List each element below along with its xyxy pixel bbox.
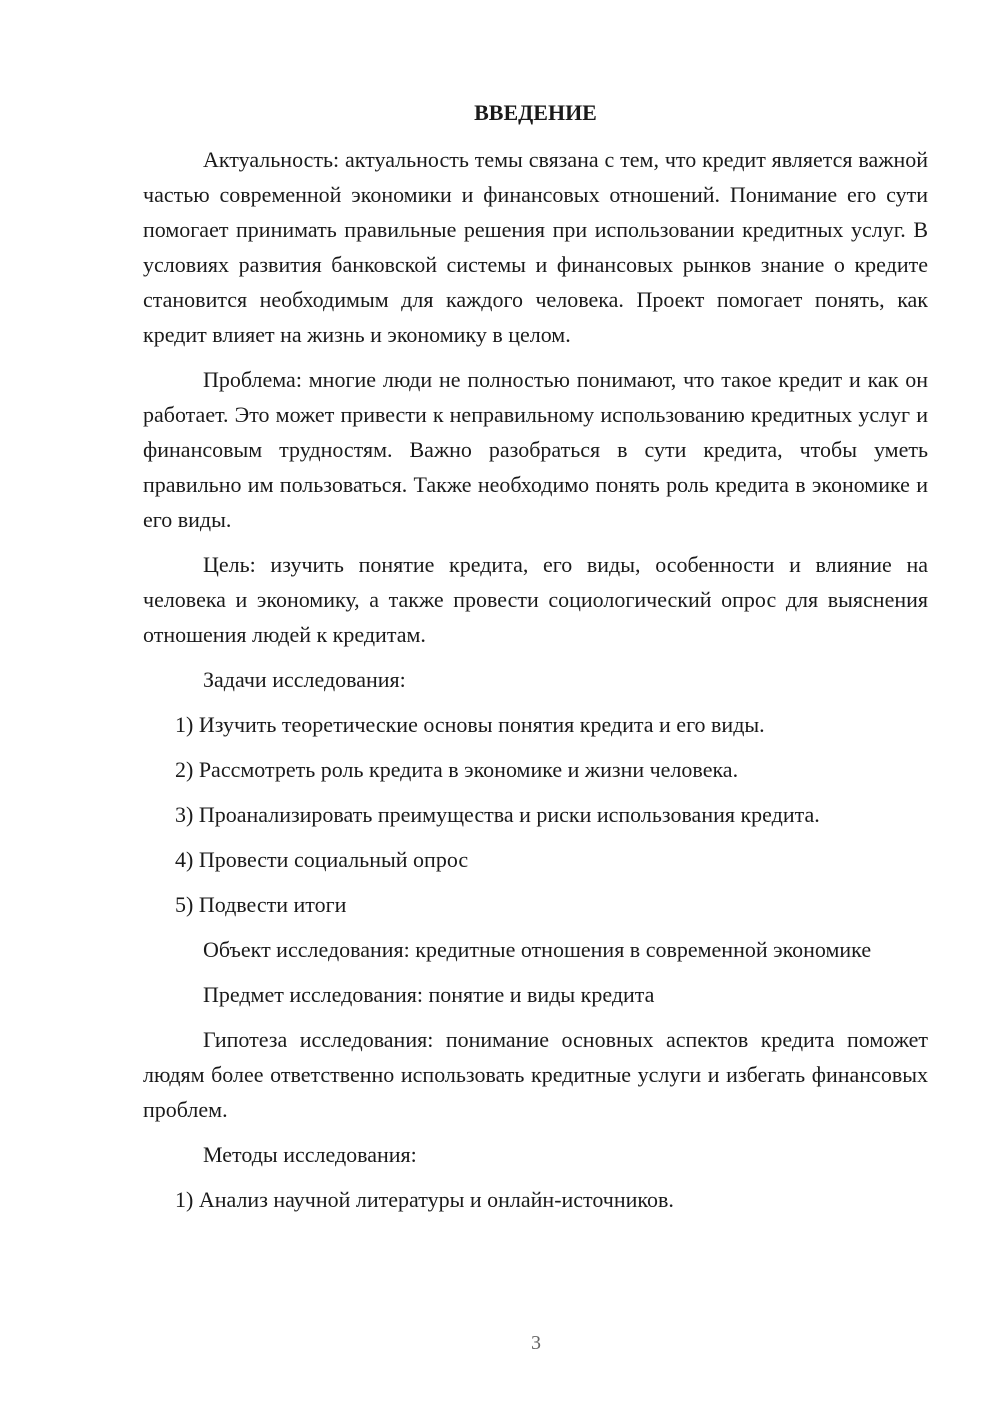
task-item: 1) Изучить теоретические основы понятия кредита и его виды. — [175, 712, 765, 737]
page-number: 3 — [531, 1332, 541, 1354]
object-paragraph: Объект исследования: кредитные отношения в современной экономике — [203, 937, 872, 962]
task-item: 3) Проанализировать преимущества и риски использования кредита. — [175, 802, 820, 827]
page-title: ВВЕДЕНИЕ — [474, 100, 597, 125]
method-item: 1) Анализ научной литературы и онлайн-источников. — [175, 1187, 674, 1212]
task-item: 5) Подвести итоги — [175, 892, 347, 917]
hypothesis-paragraph: Гипотеза исследования: понимание основных аспектов кредита поможет людям более ответственно использовать кредитные услуги и избегать финансовых проблем. — [143, 1027, 928, 1122]
methods-heading: Методы исследования: — [203, 1142, 417, 1167]
subject-paragraph: Предмет исследования: понятие и виды кредита — [203, 982, 655, 1007]
task-item: 4) Провести социальный опрос — [175, 847, 469, 872]
page-content — [143, 95, 928, 1227]
problem-paragraph: Проблема: многие люди не полностью понимают, что такое кредит и как он работает. Это может привести к неправильному использованию кредитных услуг и финансовым трудностям. Важно разобраться в сути кредита, чтобы уметь правильно им пользоваться. Также необходимо понять роль кредита в экономике и его виды. — [143, 367, 928, 532]
task-item: 2) Рассмотреть роль кредита в экономике и жизни человека. — [175, 757, 739, 782]
relevance-paragraph: Актуальность: актуальность темы связана с тем, что кредит является важной частью современной экономики и финансовых отношений. Понимание его сути помогает принимать правильные решения при использовании кредитных услуг. В условиях развития банковской системы и финансовых рынков знание о кредите становится необходимым для каждого человека. Проект помогает понять, как кредит влияет на жизнь и экономику в целом. — [143, 147, 928, 347]
tasks-heading: Задачи исследования: — [203, 667, 406, 692]
goal-paragraph: Цель: изучить понятие кредита, его виды, особенности и влияние на человека и экономику, а также провести социологический опрос для выяснения отношения людей к кредитам. — [143, 552, 928, 647]
